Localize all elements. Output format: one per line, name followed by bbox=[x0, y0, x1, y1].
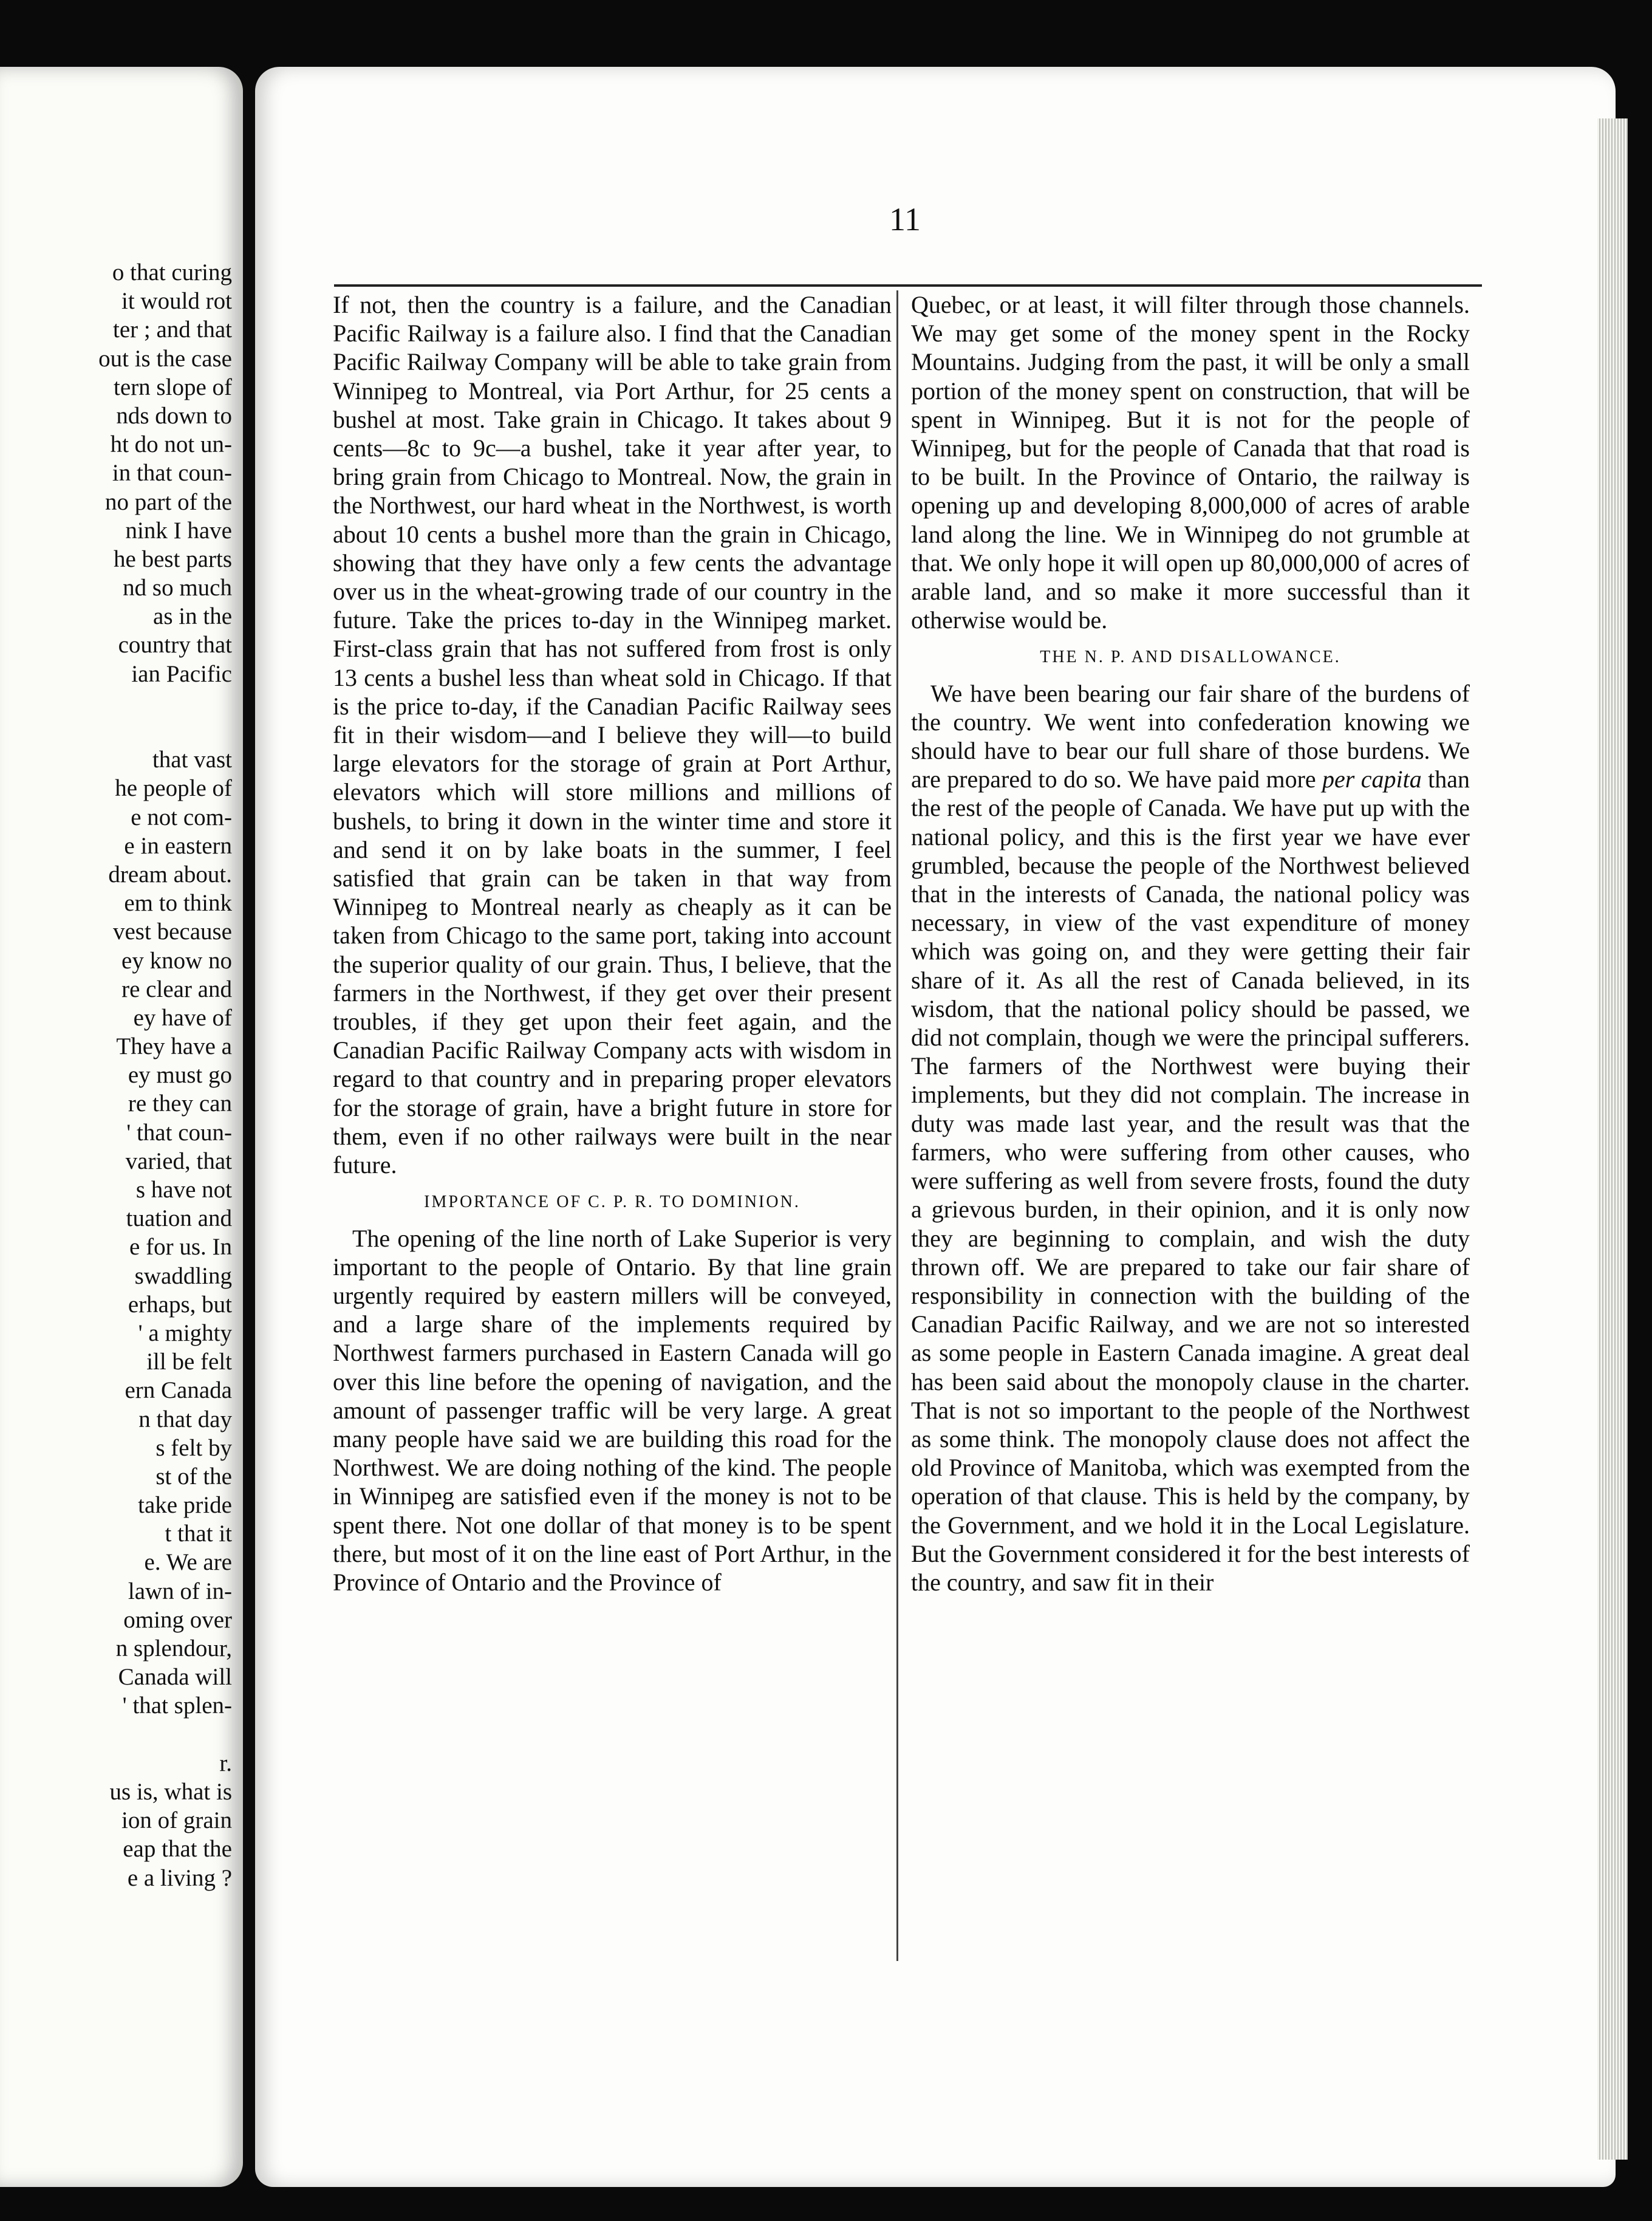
right-column-paragraph-1: Quebec, or at least, it will filter through those channels. We may get some of the money spent in the Rocky Mountains. Judging from the past, it will be only a small portion of the money spent on construction, that will be spent in Winnipeg. But it is not for the people of Winnipeg, but for the people of Canada that that road is to be built. In the Province of Ontario, the railway is opening up and developing 8,000,000 of acres of arable land along the line. We in Winnipeg do not grumble at that. We only hope it will open up 80,000,000 of acres of arable land, and so make it more successful than it otherwise would be. bbox=[911, 291, 1470, 634]
facing-page-line: ey have of bbox=[133, 1004, 232, 1031]
facing-page-line: swaddling bbox=[134, 1262, 232, 1289]
facing-page-line: n that day bbox=[138, 1406, 232, 1432]
facing-page-line: he best parts bbox=[114, 546, 232, 572]
facing-page-line bbox=[0, 717, 232, 745]
facing-page-line: ey know no bbox=[121, 947, 232, 974]
facing-page-line: st of the bbox=[155, 1463, 232, 1490]
facing-page-line: e in eastern bbox=[124, 832, 232, 859]
facing-page-line: dream about. bbox=[108, 861, 232, 888]
facing-page-line: n splendour, bbox=[115, 1635, 232, 1661]
facing-page-line: nd so much bbox=[123, 575, 232, 601]
facing-page-line: ht do not un- bbox=[110, 431, 232, 458]
page-edge-stack bbox=[1597, 118, 1628, 2160]
facing-page-line: as in the bbox=[153, 603, 232, 630]
facing-page-line: varied, that bbox=[125, 1148, 232, 1174]
facing-page-line: ian Pacific bbox=[131, 660, 232, 687]
right-column-paragraph-2 bbox=[911, 679, 1470, 1597]
facing-page-line: country that bbox=[118, 632, 232, 659]
facing-page-line: ill be felt bbox=[146, 1349, 232, 1375]
header-rule bbox=[334, 284, 1482, 287]
facing-page-line: lawn of in- bbox=[128, 1578, 232, 1604]
column-divider bbox=[896, 290, 898, 1961]
facing-page-line: that vast bbox=[152, 747, 232, 773]
left-column bbox=[333, 290, 892, 1596]
facing-page-line: us is, what is bbox=[109, 1778, 232, 1805]
facing-page-line: re they can bbox=[128, 1090, 232, 1117]
facing-page-line: o that curing bbox=[112, 259, 232, 286]
facing-page-text-fragments bbox=[0, 258, 232, 1892]
facing-page-line: e a living ? bbox=[127, 1864, 232, 1891]
facing-page-line: s felt by bbox=[155, 1434, 232, 1461]
facing-page-line: ' a mighty bbox=[138, 1319, 232, 1346]
facing-page-line: em to think bbox=[124, 890, 232, 917]
facing-page-line: t that it bbox=[165, 1521, 232, 1547]
facing-page-line: erhaps, but bbox=[128, 1291, 232, 1318]
facing-page-line: They have a bbox=[116, 1033, 232, 1060]
section-heading-disallowance: THE N. P. AND DISALLOWANCE. bbox=[1040, 648, 1341, 667]
facing-page-line: vest because bbox=[113, 919, 232, 945]
section-heading-importance: IMPORTANCE OF C. P. R. TO DOMINION. bbox=[424, 1193, 800, 1212]
facing-page-line: ion of grain bbox=[121, 1807, 232, 1834]
facing-page-line: tuation and bbox=[126, 1205, 232, 1232]
left-column-paragraph-1: If not, then the country is a failure, and the Canadian Pacific Railway is a failure also. I find that the Canadian Pacific Railway Company will be able to take grain from Winnipeg to Montreal, via Port Arthur, for 25 cents a bushel at most. Take grain in Chicago. It takes about 9 cents—8c to 9c—a bushel, take it year after year, to bring grain from Chicago to Montreal. Now, the grain in the Northwest, our hard wheat in the Northwest, is worth about 10 cents a bushel more than the grain in Chicago, showing that they have only a few cents the advantage over us in the wheat-growing trade of our country in the future. Take the prices to-day in the Winnipeg market. First-class grain that has not suffered from frost is only 13 cents a bushel less than wheat sold in Chicago. If that is the price to-day, if the Canadian Pacific Railway sees fit in their wisdom—and I believe they will—to build large elevators for the storage of grain at Port Arthur, elevators which will store millions and millions of bushels, to bring it down in the winter time and store it and send it on by lake boats in the summer, I feel satisfied that grain can be taken in that way from Winnipeg to Montreal nearly as cheaply as it can be taken from Chicago to the same port, taking into account the superior quality of our grain. Thus, I believe, that the farmers in the Northwest, if they get over their present troubles, if they get upon their feet again, and the Canadian Pacific Railway Company acts with wisdom in regard to that country and in preparing proper elevators for the storage of grain, have a bright future in store for them, even if no other railways were built in the near future. bbox=[333, 291, 892, 1179]
facing-page-line: ' that coun- bbox=[126, 1119, 232, 1146]
facing-page-line: eap that the bbox=[123, 1836, 232, 1863]
facing-page bbox=[0, 67, 243, 2187]
facing-page-line: e for us. In bbox=[129, 1234, 232, 1261]
facing-page-line: e not com- bbox=[131, 804, 232, 830]
facing-page-line: tern slope of bbox=[114, 374, 232, 400]
facing-page-line: ter ; and that bbox=[112, 317, 232, 343]
facing-page-line: r. bbox=[219, 1750, 232, 1776]
facing-page-line: he people of bbox=[115, 775, 232, 802]
facing-page-line bbox=[0, 1720, 232, 1749]
facing-page-line: ey must go bbox=[128, 1062, 232, 1089]
facing-page-line: oming over bbox=[123, 1606, 232, 1633]
facing-page-line: out is the case bbox=[98, 345, 232, 372]
facing-page-line: in that coun- bbox=[112, 460, 232, 487]
right-column bbox=[911, 290, 1470, 1596]
facing-page-line: nink I have bbox=[125, 517, 232, 544]
facing-page-line: ' that splen- bbox=[122, 1692, 232, 1719]
facing-page-line: re clear and bbox=[121, 976, 232, 1002]
facing-page-line: no part of the bbox=[104, 488, 232, 515]
left-column-paragraph-2: The opening of the line north of Lake Superior is very important to the people of Ontario. By that line grain urgently required by eastern millers will be conveyed, and a large share of the implements required by Northwest farmers purchased in Eastern Canada will go over this line before the opening of navigation, and the amount of passenger traffic will be very large. A great many people have said we are building this road for the Northwest. We are doing nothing of the kind. The people in Winnipeg are satisfied even if the money is not to be spent there. Not one dollar of that money is to be spent there, but most of it on the line east of Port Arthur, in the Province of Ontario and the Province of bbox=[333, 1224, 892, 1596]
paragraph-text: than the rest of the people of Canada. We have put up with the national policy, and this is the first year we have ever grumbled, because the people of the Northwest believed that in the interests of Canada, the national policy was necessary, in view of the vast expenditure of money which was going on, and they were getting their fair share of it. As all the rest of Canada believed, in its wisdom, that the national policy should be passed, we did not complain, though we were the principal sufferers. The farmers of the Northwest were buying their implements, but they did not complain. The increase in duty was made last year, and the result was that the farmers, who were suffering from other causes, who were suffering as well from severe frosts, found the duty a grievous burden, in their opinion, and it is only now they are beginning to complain, and wish the duty thrown off. We are prepared to take our fair share of responsibility in connection with the building of the Canadian Pacific Railway, and we are not so interested as some people in Eastern Canada imagine. A great deal has been said about the monopoly clause in the charter. That is not so important to the people of the Northwest as some think. The monopoly clause does not affect the old Province of Manitoba, which was exempted from the operation of that clause. This is held by the company, by the Government, and we hold it in the Local Legislature. But the Government considered it for the best interests of the country, and saw fit in their bbox=[911, 765, 1470, 1596]
italic-phrase: per capita bbox=[1322, 765, 1422, 793]
facing-page-line: s have not bbox=[135, 1177, 232, 1203]
facing-page-line: take pride bbox=[138, 1492, 232, 1519]
facing-page-line: ern Canada bbox=[125, 1377, 232, 1404]
paragraph-text: We have been bearing our fair share of the burdens of the country. We went into confederation knowing we should have to bear our full share of those burdens. We are prepared to do so. We have paid more bbox=[911, 679, 1470, 793]
facing-page-line: it would rot bbox=[121, 288, 232, 315]
facing-page-line bbox=[0, 688, 232, 717]
facing-page-line: e. We are bbox=[144, 1549, 232, 1576]
page-number: 11 bbox=[889, 201, 921, 238]
facing-page-line: Canada will bbox=[118, 1664, 232, 1691]
facing-page-line: nds down to bbox=[116, 402, 232, 429]
